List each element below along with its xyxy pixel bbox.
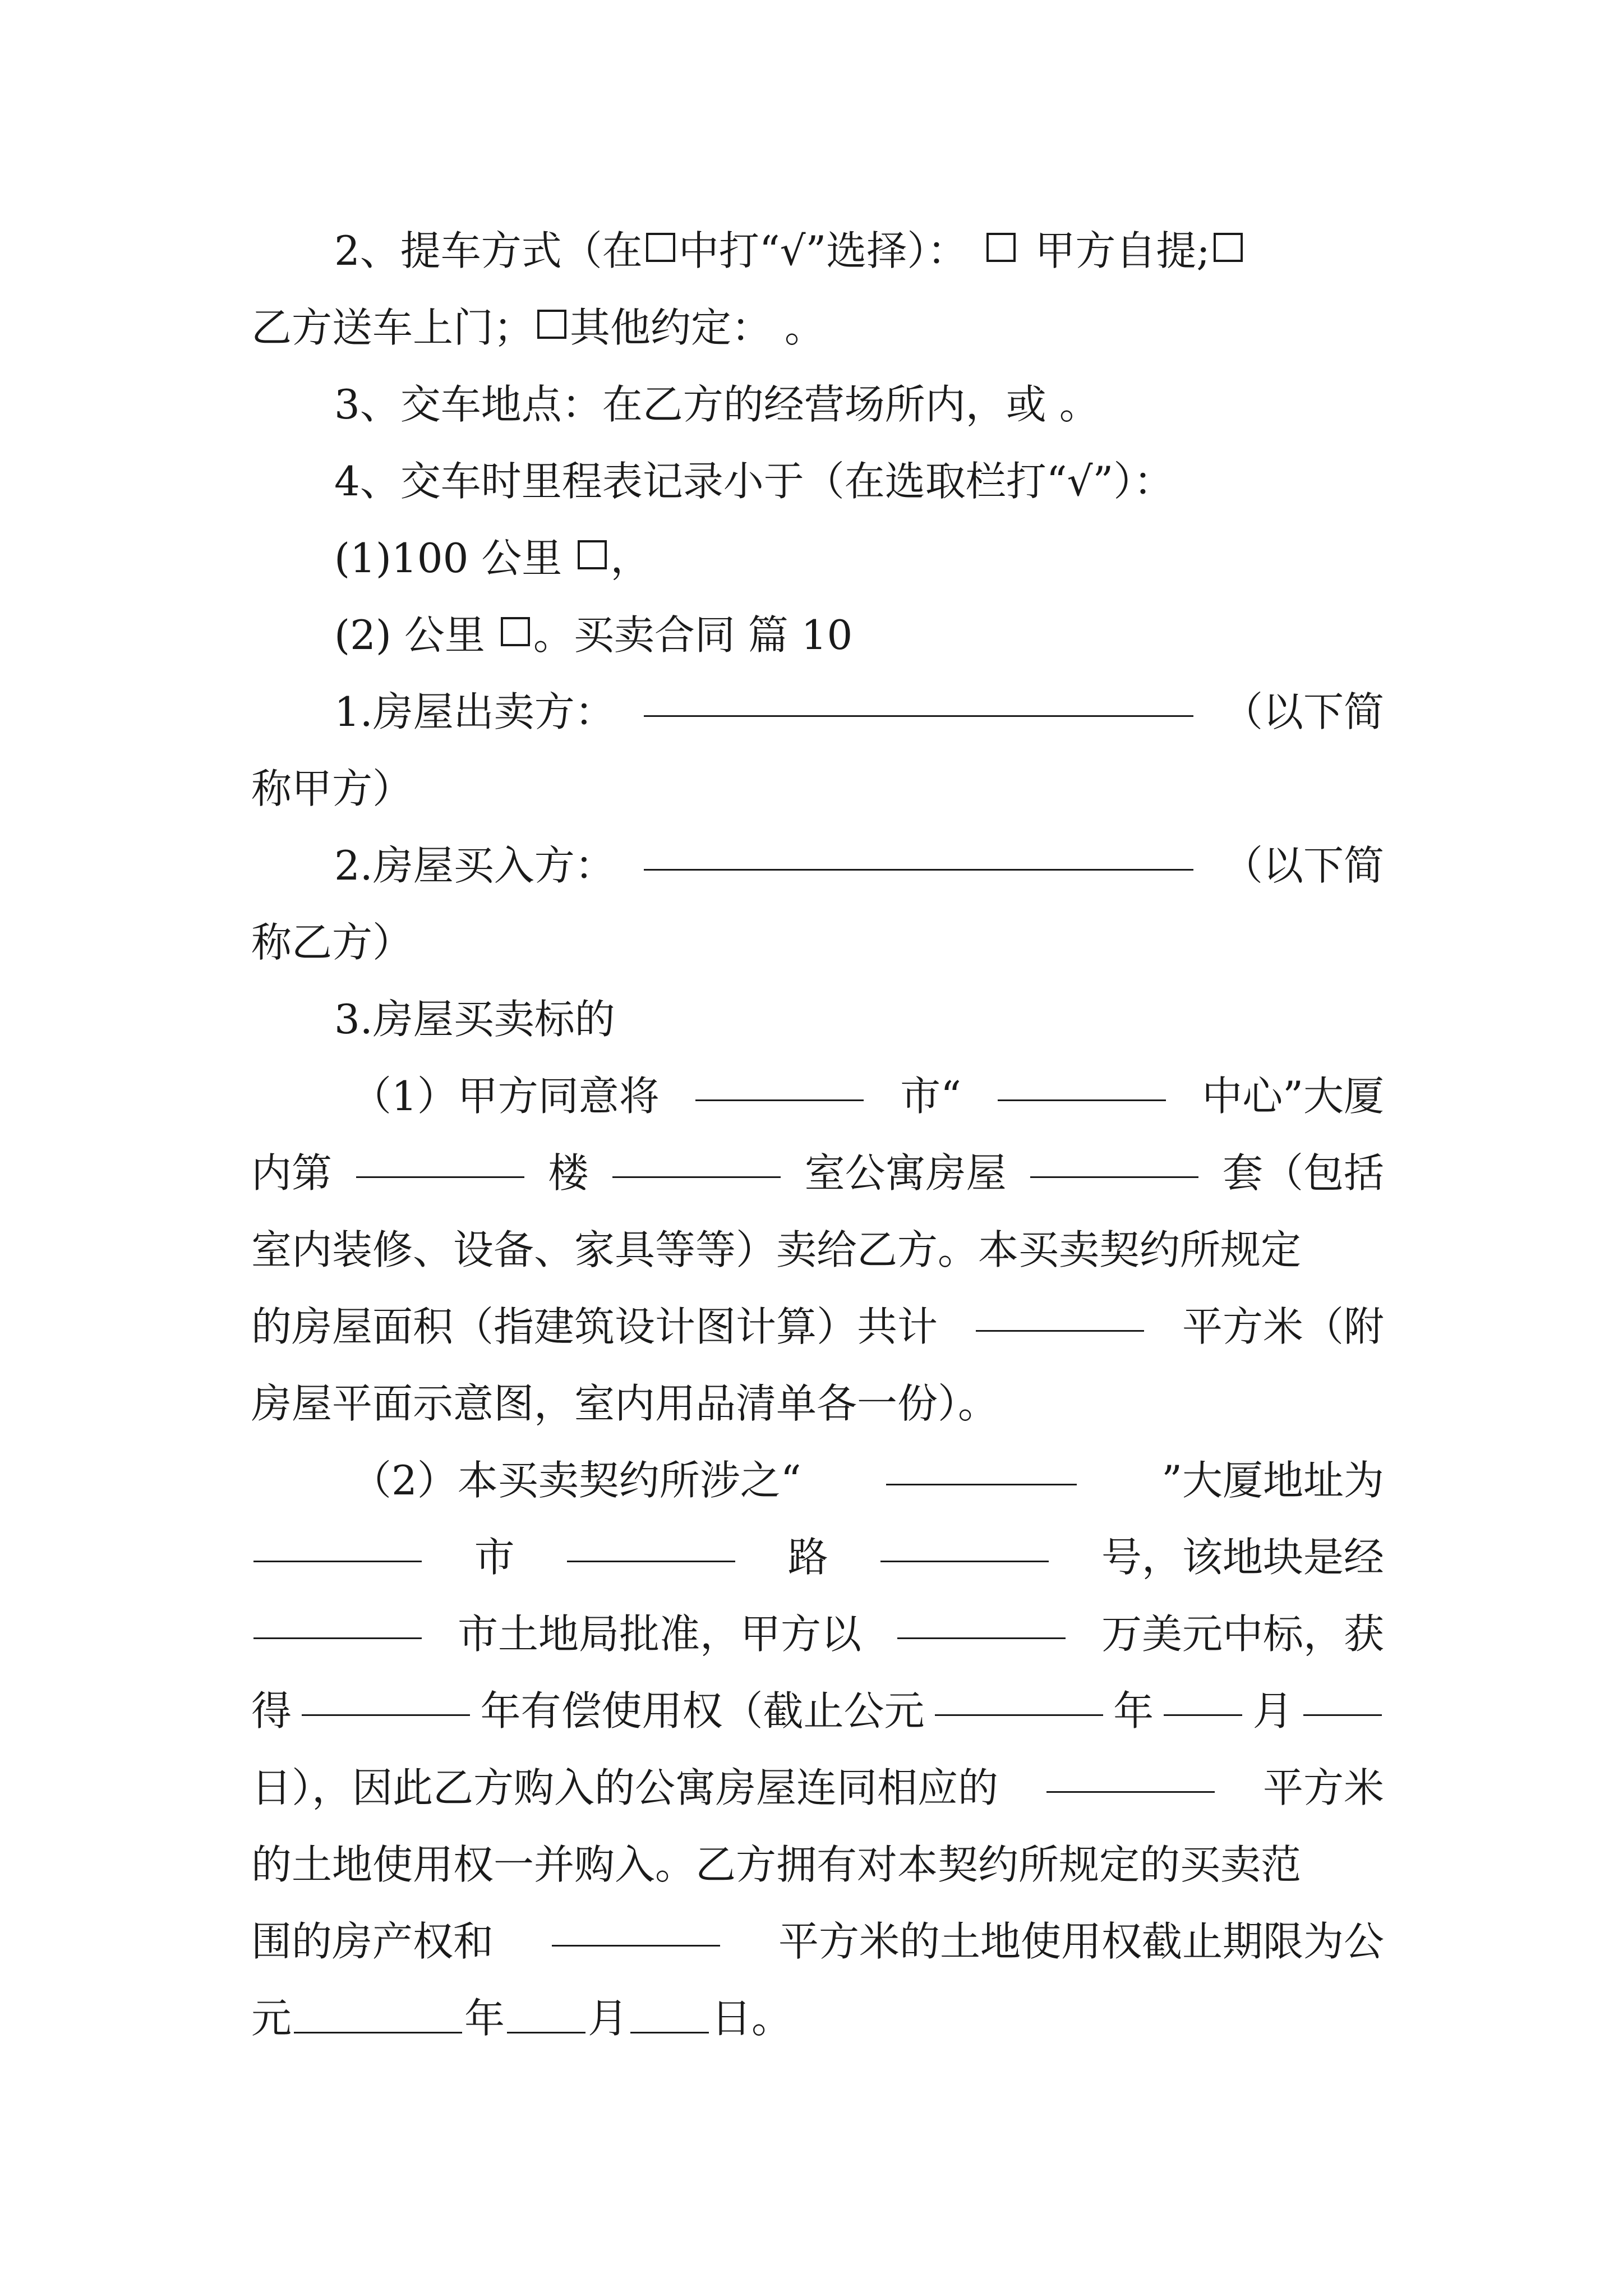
fill-blank bbox=[644, 679, 1193, 717]
text-line bbox=[251, 593, 1384, 670]
text-line bbox=[251, 1208, 1384, 1285]
text-segment: 4、交车时里程表记录小于（在选取栏打“√”）： bbox=[334, 457, 1174, 505]
checkbox bbox=[537, 310, 566, 339]
text-segment: 月 bbox=[588, 1994, 629, 2042]
text-line bbox=[251, 1438, 1384, 1515]
text-line bbox=[251, 1899, 1384, 1976]
text-segment: 其他约定： 。 bbox=[570, 303, 825, 351]
text-segment: 2.房屋买入方： bbox=[334, 841, 615, 889]
text-segment: ”大厦地址为 bbox=[1161, 1456, 1384, 1504]
text-line bbox=[251, 516, 1384, 593]
text-line bbox=[251, 1669, 1384, 1746]
checkbox bbox=[578, 540, 607, 569]
text-segment: 路 bbox=[787, 1533, 828, 1581]
text-segment: 室公寓房屋 bbox=[804, 1149, 1007, 1197]
fill-blank bbox=[552, 1909, 720, 1947]
text-segment: 万美元中标，获 bbox=[1101, 1610, 1384, 1658]
text-line bbox=[251, 1746, 1384, 1823]
fill-blank bbox=[507, 1996, 585, 2033]
text-line bbox=[251, 1592, 1384, 1669]
fill-blank bbox=[1046, 1755, 1215, 1793]
text-segment: 平方米（附 bbox=[1182, 1303, 1384, 1350]
text-segment: 年 bbox=[1113, 1687, 1154, 1734]
text-segment: 市“ bbox=[900, 1072, 961, 1120]
text-line bbox=[251, 1285, 1384, 1361]
text-segment: 。买卖合同 篇 10 bbox=[533, 611, 853, 659]
text-line bbox=[251, 1823, 1384, 1899]
checkbox bbox=[1214, 233, 1243, 262]
fill-blank bbox=[302, 1678, 470, 1716]
text-segment: 号，该地块是经 bbox=[1101, 1533, 1384, 1581]
fill-blank bbox=[1030, 1140, 1198, 1178]
checkbox bbox=[646, 233, 675, 262]
text-segment: 平方米的土地使用权截止期限为公 bbox=[778, 1917, 1384, 1965]
text-segment: 称乙方） bbox=[251, 918, 413, 966]
text-segment: 室内装修、设备、家具等等）卖给乙方。本买卖契约所规定 bbox=[251, 1226, 1302, 1273]
text-segment: 月 bbox=[1252, 1687, 1293, 1734]
text-segment: 内第 bbox=[251, 1149, 333, 1197]
text-segment: (1)100 公里 bbox=[334, 534, 562, 582]
text-segment: （1）甲方同意将 bbox=[351, 1072, 660, 1120]
text-segment: 套（包括 bbox=[1222, 1149, 1384, 1197]
fill-blank bbox=[612, 1140, 781, 1178]
text-segment: 的房屋面积（指建筑设计图计算）共计 bbox=[251, 1303, 938, 1350]
fill-blank bbox=[998, 1064, 1166, 1101]
document-page bbox=[251, 209, 1384, 2053]
text-line bbox=[251, 439, 1384, 516]
fill-blank bbox=[253, 1525, 422, 1562]
fill-blank bbox=[897, 1602, 1066, 1639]
text-line bbox=[251, 1976, 1384, 2053]
fill-blank bbox=[695, 1064, 864, 1101]
text-segment: 房屋平面示意图，室内用品清单各一份）。 bbox=[251, 1379, 999, 1427]
fill-blank bbox=[935, 1678, 1103, 1716]
text-segment: 元 bbox=[251, 1994, 292, 2042]
text-segment: 乙方送车上门； bbox=[251, 303, 534, 351]
fill-blank bbox=[644, 833, 1193, 871]
text-line bbox=[251, 977, 1384, 1054]
text-line bbox=[251, 1131, 1384, 1208]
fill-blank bbox=[356, 1140, 524, 1178]
text-segment: （以下简 bbox=[1222, 841, 1384, 889]
text-segment: 2、提车方式（在 bbox=[334, 227, 643, 274]
text-segment: 年 bbox=[464, 1994, 505, 2042]
text-segment: 围的房产权和 bbox=[251, 1917, 494, 1965]
text-segment: 年有偿使用权（截止公元 bbox=[480, 1687, 925, 1734]
checkbox bbox=[986, 233, 1016, 262]
text-line bbox=[251, 670, 1384, 747]
fill-blank bbox=[294, 1996, 462, 2033]
text-segment: 平方米 bbox=[1262, 1764, 1384, 1811]
text-line bbox=[251, 362, 1384, 439]
text-segment: (2) 公里 bbox=[334, 611, 485, 659]
text-line bbox=[251, 900, 1384, 977]
fill-blank bbox=[253, 1602, 422, 1639]
text-segment: 楼 bbox=[548, 1149, 589, 1197]
text-segment: （2）本买卖契约所涉之“ bbox=[351, 1456, 801, 1504]
text-line bbox=[251, 286, 1384, 362]
text-segment: 称甲方） bbox=[251, 765, 413, 812]
text-segment: 中打“√”选择）： bbox=[678, 227, 968, 274]
text-segment: （以下简 bbox=[1222, 688, 1384, 735]
text-segment: 得 bbox=[251, 1687, 292, 1734]
text-segment: 1.房屋出卖方： bbox=[334, 688, 615, 735]
text-line bbox=[251, 823, 1384, 900]
text-segment: 3、交车地点：在乙方的经营场所内，或 。 bbox=[334, 380, 1100, 428]
text-line bbox=[251, 1515, 1384, 1592]
text-segment: 日），因此乙方购入的公寓房屋连同相应的 bbox=[251, 1764, 999, 1811]
text-segment: 3.房屋买卖标的 bbox=[334, 995, 615, 1043]
text-segment: 日。 bbox=[711, 1994, 792, 2042]
text-line bbox=[251, 209, 1384, 286]
text-segment: 市 bbox=[474, 1533, 515, 1581]
text-segment: 的土地使用权一并购入。乙方拥有对本契约所规定的买卖范 bbox=[251, 1841, 1302, 1888]
checkbox bbox=[501, 617, 530, 646]
fill-blank bbox=[1303, 1678, 1382, 1716]
text-segment: 市土地局批准，甲方以 bbox=[457, 1610, 861, 1658]
text-segment: ， bbox=[610, 534, 651, 582]
fill-blank bbox=[1164, 1678, 1242, 1716]
text-segment: 中心”大厦 bbox=[1202, 1072, 1384, 1120]
text-line bbox=[251, 1054, 1384, 1131]
text-line bbox=[251, 747, 1384, 823]
fill-blank bbox=[886, 1448, 1077, 1485]
fill-blank bbox=[630, 1996, 709, 2033]
fill-blank bbox=[976, 1294, 1144, 1332]
text-line bbox=[251, 1361, 1384, 1438]
text-segment: 甲方自提; bbox=[1035, 227, 1210, 274]
fill-blank bbox=[567, 1525, 735, 1562]
fill-blank bbox=[880, 1525, 1049, 1562]
